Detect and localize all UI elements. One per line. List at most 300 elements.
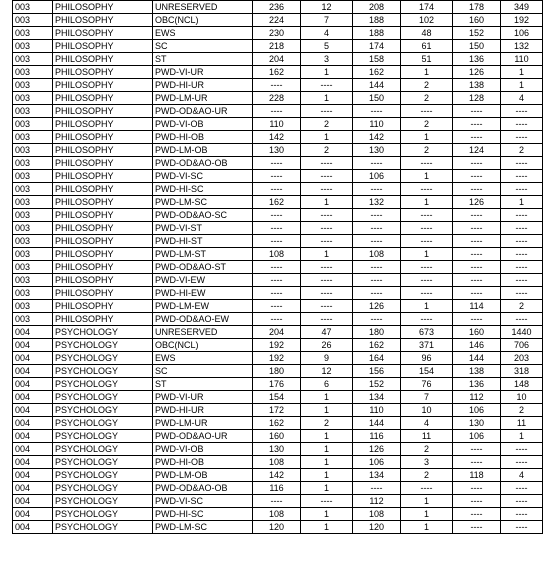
table-row — [13, 53, 543, 66]
value-5-cell: ---- — [453, 222, 501, 235]
value-2-cell: 5 — [301, 40, 353, 53]
category-cell: PWD-HI-EW — [153, 287, 253, 300]
table-row — [13, 287, 543, 300]
value-2-cell: ---- — [301, 235, 353, 248]
subject-name-cell: PHILOSOPHY — [53, 222, 153, 235]
value-5-cell: ---- — [453, 274, 501, 287]
subject-code-cell: 003 — [13, 131, 53, 144]
table-row — [13, 365, 543, 378]
value-1-cell: ---- — [253, 209, 301, 222]
value-1-cell: 116 — [253, 482, 301, 495]
table-row — [13, 313, 543, 326]
value-4-cell: 1 — [401, 131, 453, 144]
value-1-cell: ---- — [253, 287, 301, 300]
value-4-cell: 7 — [401, 391, 453, 404]
subject-code-cell: 004 — [13, 443, 53, 456]
subject-name-cell: PHILOSOPHY — [53, 313, 153, 326]
value-4-cell: 154 — [401, 365, 453, 378]
value-6-cell: 192 — [501, 14, 543, 27]
value-5-cell: 150 — [453, 40, 501, 53]
subject-code-cell: 003 — [13, 248, 53, 261]
subject-name-cell: PHILOSOPHY — [53, 40, 153, 53]
subject-name-cell: PHILOSOPHY — [53, 1, 153, 14]
value-5-cell: 144 — [453, 352, 501, 365]
cutoff-table — [12, 0, 543, 534]
subject-code-cell: 003 — [13, 118, 53, 131]
value-1-cell: 204 — [253, 53, 301, 66]
value-1-cell: 204 — [253, 326, 301, 339]
results-page — [12, 0, 542, 534]
category-cell: ST — [153, 53, 253, 66]
value-6-cell: ---- — [501, 443, 543, 456]
value-1-cell: 224 — [253, 14, 301, 27]
subject-code-cell: 003 — [13, 27, 53, 40]
value-3-cell: 108 — [353, 248, 401, 261]
subject-name-cell: PHILOSOPHY — [53, 27, 153, 40]
category-cell: PWD-OD&AO-ST — [153, 261, 253, 274]
value-3-cell: 144 — [353, 417, 401, 430]
value-3-cell: 164 — [353, 352, 401, 365]
value-4-cell: 48 — [401, 27, 453, 40]
value-2-cell: 1 — [301, 196, 353, 209]
value-6-cell: ---- — [501, 287, 543, 300]
value-6-cell: ---- — [501, 313, 543, 326]
category-cell: ST — [153, 378, 253, 391]
subject-name-cell: PHILOSOPHY — [53, 183, 153, 196]
subject-name-cell: PHILOSOPHY — [53, 105, 153, 118]
subject-code-cell: 003 — [13, 40, 53, 53]
subject-code-cell: 003 — [13, 274, 53, 287]
value-4-cell: 1 — [401, 508, 453, 521]
category-cell: PWD-OD&AO-EW — [153, 313, 253, 326]
table-row — [13, 105, 543, 118]
value-4-cell: 2 — [401, 469, 453, 482]
value-2-cell: ---- — [301, 183, 353, 196]
value-3-cell: 126 — [353, 300, 401, 313]
value-3-cell: 120 — [353, 521, 401, 534]
category-cell: PWD-VI-UR — [153, 66, 253, 79]
value-1-cell: 130 — [253, 443, 301, 456]
value-5-cell: 106 — [453, 430, 501, 443]
value-3-cell: 106 — [353, 170, 401, 183]
value-1-cell: 160 — [253, 430, 301, 443]
value-3-cell: 106 — [353, 456, 401, 469]
category-cell: UNRESERVED — [153, 1, 253, 14]
table-row — [13, 183, 543, 196]
table-row — [13, 326, 543, 339]
subject-name-cell: PSYCHOLOGY — [53, 326, 153, 339]
value-3-cell: 144 — [353, 79, 401, 92]
subject-name-cell: PHILOSOPHY — [53, 248, 153, 261]
value-6-cell: 4 — [501, 92, 543, 105]
value-2-cell: 4 — [301, 27, 353, 40]
subject-name-cell: PHILOSOPHY — [53, 53, 153, 66]
subject-code-cell: 004 — [13, 430, 53, 443]
value-4-cell: 1 — [401, 170, 453, 183]
value-5-cell: ---- — [453, 248, 501, 261]
value-1-cell: 236 — [253, 1, 301, 14]
category-cell: PWD-LM-SC — [153, 196, 253, 209]
value-4-cell: ---- — [401, 105, 453, 118]
subject-name-cell: PHILOSOPHY — [53, 144, 153, 157]
table-body — [13, 1, 543, 534]
category-cell: EWS — [153, 352, 253, 365]
value-4-cell: 1 — [401, 521, 453, 534]
subject-name-cell: PHILOSOPHY — [53, 92, 153, 105]
value-1-cell: 108 — [253, 248, 301, 261]
value-1-cell: ---- — [253, 495, 301, 508]
table-row — [13, 521, 543, 534]
value-2-cell: 1 — [301, 469, 353, 482]
category-cell: PWD-VI-OB — [153, 118, 253, 131]
value-2-cell: 1 — [301, 131, 353, 144]
value-1-cell: 192 — [253, 352, 301, 365]
value-3-cell: 158 — [353, 53, 401, 66]
value-3-cell: ---- — [353, 157, 401, 170]
category-cell: PWD-HI-UR — [153, 404, 253, 417]
table-row — [13, 482, 543, 495]
value-5-cell: 112 — [453, 391, 501, 404]
value-2-cell: 1 — [301, 404, 353, 417]
value-3-cell: 134 — [353, 391, 401, 404]
value-4-cell: ---- — [401, 235, 453, 248]
value-5-cell: ---- — [453, 456, 501, 469]
table-row — [13, 131, 543, 144]
table-row — [13, 430, 543, 443]
value-6-cell: ---- — [501, 170, 543, 183]
table-row — [13, 222, 543, 235]
subject-code-cell: 003 — [13, 53, 53, 66]
value-4-cell: 371 — [401, 339, 453, 352]
value-6-cell: 1 — [501, 196, 543, 209]
table-row — [13, 495, 543, 508]
value-5-cell: 124 — [453, 144, 501, 157]
value-4-cell: 1 — [401, 248, 453, 261]
value-3-cell: ---- — [353, 235, 401, 248]
value-5-cell: ---- — [453, 508, 501, 521]
value-1-cell: 154 — [253, 391, 301, 404]
value-5-cell: 126 — [453, 66, 501, 79]
table-row — [13, 170, 543, 183]
table-row — [13, 248, 543, 261]
subject-name-cell: PSYCHOLOGY — [53, 443, 153, 456]
value-6-cell: 2 — [501, 300, 543, 313]
value-2-cell: 6 — [301, 378, 353, 391]
category-cell: PWD-VI-ST — [153, 222, 253, 235]
value-2-cell: 26 — [301, 339, 353, 352]
value-3-cell: ---- — [353, 209, 401, 222]
value-2-cell: 1 — [301, 430, 353, 443]
value-6-cell: ---- — [501, 105, 543, 118]
value-4-cell: 1 — [401, 196, 453, 209]
value-4-cell: 96 — [401, 352, 453, 365]
subject-name-cell: PHILOSOPHY — [53, 14, 153, 27]
value-3-cell: 108 — [353, 508, 401, 521]
value-3-cell: 126 — [353, 443, 401, 456]
value-2-cell: ---- — [301, 222, 353, 235]
subject-code-cell: 004 — [13, 391, 53, 404]
subject-name-cell: PSYCHOLOGY — [53, 378, 153, 391]
subject-code-cell: 003 — [13, 261, 53, 274]
subject-name-cell: PSYCHOLOGY — [53, 365, 153, 378]
value-6-cell: 2 — [501, 404, 543, 417]
value-4-cell: 61 — [401, 40, 453, 53]
table-row — [13, 300, 543, 313]
value-5-cell: 136 — [453, 53, 501, 66]
value-5-cell: ---- — [453, 131, 501, 144]
subject-name-cell: PHILOSOPHY — [53, 170, 153, 183]
value-3-cell: ---- — [353, 287, 401, 300]
value-6-cell: 1 — [501, 66, 543, 79]
subject-code-cell: 003 — [13, 66, 53, 79]
value-3-cell: 150 — [353, 92, 401, 105]
subject-code-cell: 003 — [13, 313, 53, 326]
category-cell: PWD-HI-UR — [153, 79, 253, 92]
subject-code-cell: 003 — [13, 235, 53, 248]
category-cell: PWD-LM-ST — [153, 248, 253, 261]
subject-name-cell: PSYCHOLOGY — [53, 482, 153, 495]
category-cell: OBC(NCL) — [153, 339, 253, 352]
value-3-cell: ---- — [353, 261, 401, 274]
value-1-cell: 176 — [253, 378, 301, 391]
value-2-cell: 1 — [301, 66, 353, 79]
category-cell: PWD-VI-OB — [153, 443, 253, 456]
value-5-cell: ---- — [453, 105, 501, 118]
table-row — [13, 92, 543, 105]
category-cell: PWD-OD&AO-OB — [153, 157, 253, 170]
category-cell: PWD-VI-SC — [153, 495, 253, 508]
value-6-cell: 132 — [501, 40, 543, 53]
category-cell: PWD-LM-OB — [153, 469, 253, 482]
value-6-cell: 4 — [501, 469, 543, 482]
subject-name-cell: PHILOSOPHY — [53, 300, 153, 313]
subject-name-cell: PSYCHOLOGY — [53, 404, 153, 417]
subject-name-cell: PSYCHOLOGY — [53, 430, 153, 443]
value-3-cell: 162 — [353, 339, 401, 352]
subject-code-cell: 004 — [13, 508, 53, 521]
value-6-cell: ---- — [501, 131, 543, 144]
value-3-cell: 142 — [353, 131, 401, 144]
category-cell: PWD-OD&AO-UR — [153, 105, 253, 118]
value-6-cell: 706 — [501, 339, 543, 352]
value-2-cell: 12 — [301, 365, 353, 378]
subject-code-cell: 003 — [13, 105, 53, 118]
category-cell: SC — [153, 40, 253, 53]
value-6-cell: ---- — [501, 118, 543, 131]
subject-code-cell: 004 — [13, 469, 53, 482]
value-4-cell: ---- — [401, 274, 453, 287]
value-3-cell: 130 — [353, 144, 401, 157]
value-1-cell: 120 — [253, 521, 301, 534]
value-2-cell: ---- — [301, 313, 353, 326]
table-row — [13, 157, 543, 170]
subject-name-cell: PSYCHOLOGY — [53, 339, 153, 352]
value-2-cell: 2 — [301, 417, 353, 430]
value-1-cell: ---- — [253, 183, 301, 196]
subject-code-cell: 003 — [13, 157, 53, 170]
value-6-cell: ---- — [501, 495, 543, 508]
subject-code-cell: 003 — [13, 14, 53, 27]
value-5-cell: ---- — [453, 261, 501, 274]
value-1-cell: 162 — [253, 66, 301, 79]
value-5-cell: ---- — [453, 170, 501, 183]
subject-name-cell: PSYCHOLOGY — [53, 391, 153, 404]
value-6-cell: ---- — [501, 157, 543, 170]
value-1-cell: 180 — [253, 365, 301, 378]
table-row — [13, 196, 543, 209]
value-5-cell: ---- — [453, 443, 501, 456]
table-row — [13, 378, 543, 391]
table-row — [13, 443, 543, 456]
value-5-cell: ---- — [453, 495, 501, 508]
value-1-cell: 108 — [253, 508, 301, 521]
value-4-cell: 2 — [401, 144, 453, 157]
value-2-cell: 1 — [301, 92, 353, 105]
subject-name-cell: PSYCHOLOGY — [53, 417, 153, 430]
subject-code-cell: 003 — [13, 92, 53, 105]
value-3-cell: 188 — [353, 14, 401, 27]
value-4-cell: 174 — [401, 1, 453, 14]
value-3-cell: ---- — [353, 105, 401, 118]
value-3-cell: 132 — [353, 196, 401, 209]
value-6-cell: ---- — [501, 261, 543, 274]
category-cell: PWD-LM-SC — [153, 521, 253, 534]
category-cell: PWD-LM-UR — [153, 92, 253, 105]
table-row — [13, 66, 543, 79]
table-row — [13, 235, 543, 248]
value-6-cell: ---- — [501, 222, 543, 235]
value-1-cell: 110 — [253, 118, 301, 131]
value-1-cell: 162 — [253, 417, 301, 430]
value-4-cell: 2 — [401, 92, 453, 105]
value-6-cell: 1 — [501, 430, 543, 443]
value-2-cell: 1 — [301, 443, 353, 456]
subject-name-cell: PHILOSOPHY — [53, 131, 153, 144]
value-5-cell: 178 — [453, 1, 501, 14]
value-5-cell: ---- — [453, 183, 501, 196]
value-2-cell: 2 — [301, 144, 353, 157]
value-2-cell: 9 — [301, 352, 353, 365]
subject-code-cell: 004 — [13, 339, 53, 352]
value-2-cell: 1 — [301, 508, 353, 521]
value-4-cell: ---- — [401, 183, 453, 196]
value-6-cell: 110 — [501, 53, 543, 66]
value-3-cell: ---- — [353, 222, 401, 235]
value-6-cell: ---- — [501, 183, 543, 196]
value-2-cell: ---- — [301, 209, 353, 222]
value-4-cell: ---- — [401, 287, 453, 300]
value-2-cell: ---- — [301, 287, 353, 300]
subject-code-cell: 003 — [13, 287, 53, 300]
value-5-cell: 146 — [453, 339, 501, 352]
category-cell: SC — [153, 365, 253, 378]
value-5-cell: 138 — [453, 79, 501, 92]
value-4-cell: ---- — [401, 313, 453, 326]
value-1-cell: ---- — [253, 170, 301, 183]
value-1-cell: 172 — [253, 404, 301, 417]
value-6-cell: 349 — [501, 1, 543, 14]
value-2-cell: 1 — [301, 482, 353, 495]
value-5-cell: ---- — [453, 209, 501, 222]
value-4-cell: 1 — [401, 66, 453, 79]
subject-code-cell: 003 — [13, 170, 53, 183]
value-4-cell: 2 — [401, 79, 453, 92]
category-cell: PWD-HI-ST — [153, 235, 253, 248]
table-row — [13, 339, 543, 352]
table-row — [13, 209, 543, 222]
value-6-cell: 318 — [501, 365, 543, 378]
value-6-cell: 148 — [501, 378, 543, 391]
value-4-cell: 76 — [401, 378, 453, 391]
value-5-cell: ---- — [453, 287, 501, 300]
value-5-cell: ---- — [453, 313, 501, 326]
value-3-cell: 112 — [353, 495, 401, 508]
subject-code-cell: 004 — [13, 378, 53, 391]
value-2-cell: 3 — [301, 53, 353, 66]
value-4-cell: ---- — [401, 482, 453, 495]
value-3-cell: 188 — [353, 27, 401, 40]
value-4-cell: 51 — [401, 53, 453, 66]
value-3-cell: 174 — [353, 40, 401, 53]
category-cell: PWD-OD&AO-SC — [153, 209, 253, 222]
table-row — [13, 144, 543, 157]
value-4-cell: 3 — [401, 456, 453, 469]
value-5-cell: 136 — [453, 378, 501, 391]
value-6-cell: ---- — [501, 235, 543, 248]
subject-name-cell: PSYCHOLOGY — [53, 469, 153, 482]
value-6-cell: ---- — [501, 274, 543, 287]
value-6-cell: 10 — [501, 391, 543, 404]
subject-name-cell: PHILOSOPHY — [53, 209, 153, 222]
table-row — [13, 508, 543, 521]
value-3-cell: 208 — [353, 1, 401, 14]
subject-name-cell: PHILOSOPHY — [53, 235, 153, 248]
value-3-cell: ---- — [353, 183, 401, 196]
subject-code-cell: 004 — [13, 456, 53, 469]
value-2-cell: ---- — [301, 157, 353, 170]
value-3-cell: 110 — [353, 404, 401, 417]
value-1-cell: ---- — [253, 157, 301, 170]
subject-code-cell: 003 — [13, 196, 53, 209]
value-6-cell: 106 — [501, 27, 543, 40]
value-1-cell: ---- — [253, 313, 301, 326]
subject-code-cell: 004 — [13, 365, 53, 378]
value-1-cell: ---- — [253, 261, 301, 274]
table-row — [13, 404, 543, 417]
value-5-cell: 114 — [453, 300, 501, 313]
subject-name-cell: PSYCHOLOGY — [53, 495, 153, 508]
subject-name-cell: PHILOSOPHY — [53, 66, 153, 79]
value-1-cell: ---- — [253, 274, 301, 287]
category-cell: UNRESERVED — [153, 326, 253, 339]
table-row — [13, 1, 543, 14]
value-3-cell: 116 — [353, 430, 401, 443]
value-2-cell: 1 — [301, 521, 353, 534]
value-1-cell: ---- — [253, 79, 301, 92]
value-5-cell: 152 — [453, 27, 501, 40]
value-3-cell: 152 — [353, 378, 401, 391]
value-5-cell: 128 — [453, 92, 501, 105]
value-4-cell: 1 — [401, 300, 453, 313]
value-4-cell: ---- — [401, 157, 453, 170]
value-4-cell: 1 — [401, 495, 453, 508]
value-6-cell: ---- — [501, 482, 543, 495]
value-5-cell: ---- — [453, 118, 501, 131]
table-row — [13, 352, 543, 365]
value-6-cell: ---- — [501, 209, 543, 222]
category-cell: PWD-VI-SC — [153, 170, 253, 183]
table-row — [13, 469, 543, 482]
